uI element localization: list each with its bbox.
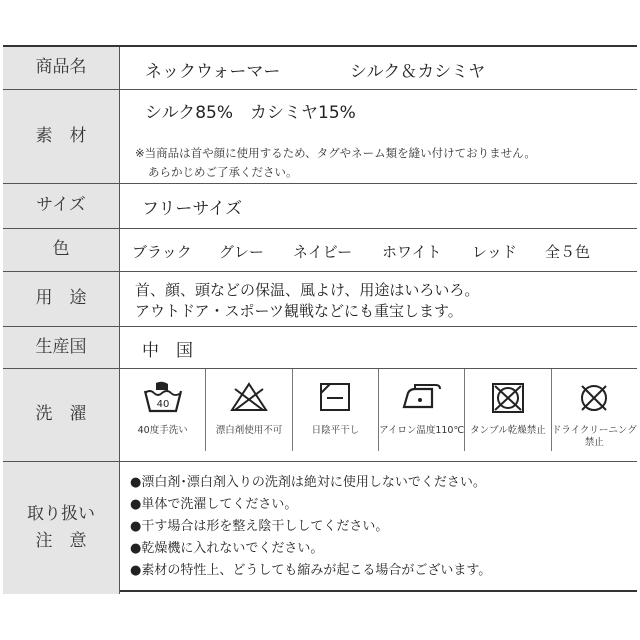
wash-caption: 40度手洗い	[137, 425, 188, 436]
wash-caption: 日陰平干し	[311, 425, 360, 436]
handling-note: ●素材の特性上、どうしても縮みが起こる場合がございます。	[130, 563, 492, 578]
hand-wash-40-icon	[142, 381, 184, 415]
label-use: 用 途	[3, 272, 120, 326]
product-name: ネックウォーマー	[145, 62, 281, 82]
wash-caption: ドライクリーニング禁止	[551, 425, 637, 448]
color-option: ブラック	[132, 243, 192, 261]
material-composition: シルク85% カシミヤ15%	[145, 103, 356, 123]
material-note-line2: あらかじめご了承ください。	[148, 165, 298, 179]
label-product-name: 商品名	[3, 47, 120, 89]
handling-note: ●乾燥機に入れないでください。	[130, 541, 324, 556]
handling-note: ●漂白剤･漂白剤入りの洗剤は絶対に使用しないでください。	[130, 475, 486, 490]
label-handling: 取り扱い 注 意	[3, 462, 120, 594]
iron-110-icon	[400, 381, 444, 413]
row-size	[3, 184, 637, 229]
wash-symbol	[379, 369, 465, 451]
row-wash	[3, 369, 637, 462]
size-value: フリーサイズ	[142, 199, 242, 219]
row-product-name	[3, 47, 637, 90]
no-dry-clean-icon	[577, 381, 611, 415]
color-option: ネイビー	[293, 243, 353, 261]
row-color	[3, 229, 637, 272]
row-handling	[3, 462, 637, 594]
row-use	[3, 272, 637, 327]
svg-text:40: 40	[156, 399, 170, 410]
material-note-line1: ※当商品は首や顔に使用するため、タグやネーム類を縫い付けておりません。	[135, 146, 536, 160]
label-size: サイズ	[3, 184, 120, 228]
color-option: ホワイト	[382, 243, 442, 261]
row-material	[3, 90, 637, 184]
wash-caption: 漂白剤使用不可	[215, 425, 283, 436]
wash-caption: タンブル乾燥禁止	[470, 425, 546, 436]
shade-flat-dry-icon	[318, 381, 352, 413]
wash-symbol	[120, 369, 206, 451]
wash-symbol	[206, 369, 292, 451]
handling-note: ●単体で洗濯してください。	[130, 497, 298, 512]
product-material-short: シルク＆カシミヤ	[350, 62, 486, 82]
use-line1: 首、顔、頭などの保温、風よけ、用途はいろいろ。	[135, 281, 480, 299]
color-total: 全５色	[545, 243, 591, 261]
wash-caption: アイロン温度110℃	[379, 425, 465, 436]
color-option: レッド	[472, 243, 517, 261]
wash-symbol	[552, 369, 637, 451]
wash-symbol	[465, 369, 551, 451]
label-material: 素 材	[3, 90, 120, 183]
wash-icons	[120, 369, 637, 451]
row-origin	[3, 327, 637, 369]
no-bleach-icon	[229, 381, 269, 413]
use-line2: アウトドア・スポーツ観戦などにも重宝します。	[135, 302, 463, 320]
product-spec-table	[3, 45, 637, 592]
origin-value: 中 国	[142, 341, 193, 361]
handling-note: ●干す場合は形を整え陰干ししてください。	[130, 519, 389, 534]
handling-notes	[130, 472, 491, 582]
color-option: グレー	[219, 243, 265, 261]
wash-symbol	[293, 369, 379, 451]
label-origin: 生産国	[3, 327, 120, 368]
label-wash: 洗 濯	[3, 369, 120, 461]
label-color: 色	[3, 229, 120, 271]
no-tumble-dry-icon	[490, 381, 526, 415]
